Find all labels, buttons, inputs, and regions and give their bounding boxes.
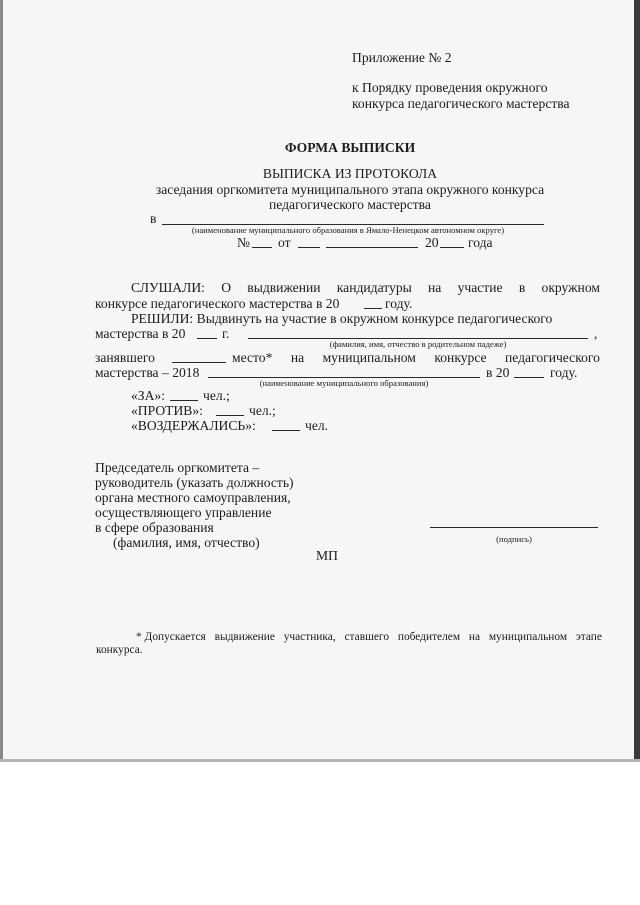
signer-line4: осуществляющего управление (95, 505, 272, 520)
votes-for-blank (170, 400, 198, 401)
scan-edge-bottom (0, 759, 640, 762)
heard-line2-end: году. (385, 296, 413, 311)
decided-line2-start: мастерства в 20 (95, 326, 186, 341)
decided-line2-end: , (594, 326, 598, 341)
form-title: ФОРМА ВЫПИСКИ (284, 140, 416, 155)
place-blank (172, 362, 226, 363)
signer-line1: Председатель оргкомитета – (95, 460, 260, 475)
protocol-from-word: от (278, 235, 291, 250)
signer-line5: в сфере образования (95, 520, 214, 535)
signer-line2: руководитель (указать должность) (95, 475, 294, 490)
extract-title: ВЫПИСКА ИЗ ПРОТОКОЛА (262, 166, 438, 181)
signature-blank (430, 527, 598, 528)
appendix-number: Приложение № 2 (352, 50, 452, 65)
decided-year-suffix: г. (222, 326, 230, 341)
decided-line4-start: мастерства – 2018 (95, 365, 200, 380)
votes-abstain-blank (272, 430, 300, 431)
in-prefix: в (150, 211, 157, 226)
protocol-number-prefix: № (237, 235, 250, 250)
protocol-year-prefix: 20 (425, 235, 439, 250)
votes-against-label: «ПРОТИВ»: (131, 403, 203, 418)
protocol-number-blank (252, 247, 272, 248)
municipality-hint: (наименование муниципального образования в Ямало-Ненецком автономном округе) (191, 225, 505, 235)
signature-hint: (подпись) (496, 534, 532, 544)
votes-against-unit: чел.; (249, 403, 276, 418)
appendix-to-line2: конкурса педагогического мастерства (352, 96, 570, 111)
heard-label: СЛУШАЛИ: (131, 280, 205, 295)
extract-subtitle-line2: педагогического мастерства (269, 197, 431, 212)
decided-year-blank (197, 338, 217, 339)
decided-line4-mid: в 20 (486, 365, 510, 380)
signer-line3: органа местного самоуправления, (95, 490, 291, 505)
appendix-to-line1: к Порядку проведения окружного (352, 80, 548, 95)
signer-name-hint: (фамилия, имя, отчество) (113, 535, 260, 550)
protocol-year-word: года (468, 235, 493, 250)
heard-line1: СЛУШАЛИ: О выдвижении кандидатуры на участие в окружном (131, 280, 600, 295)
footnote-line2: конкурса. (96, 644, 143, 656)
scan-edge-left (0, 0, 3, 762)
protocol-day-blank (298, 247, 320, 248)
protocol-year-blank (440, 247, 464, 248)
votes-for-label: «ЗА»: (131, 388, 165, 403)
decided-label: РЕШИЛИ: (131, 311, 194, 326)
candidate-name-hint: (фамилия, имя, отчество в родительном падеже) (329, 339, 507, 349)
decided-contest-year-blank (514, 377, 544, 378)
decided-line3-rest: место* на муниципальном конкурсе педагогического (232, 350, 600, 365)
votes-abstain-label: «ВОЗДЕРЖАЛИСЬ»: (131, 418, 256, 433)
extract-subtitle-line1: заседания оргкомитета муниципального этапа окружного конкурса (155, 182, 545, 197)
footnote-line1: * Допускается выдвижение участника, ставшего победителем на муниципальном этапе (136, 631, 602, 643)
municipality-name-hint: (наименование муниципального образования) (259, 378, 429, 388)
scan-edge-right (634, 0, 640, 762)
heard-line2-start: конкурсе педагогического мастерства в 20 (95, 296, 340, 311)
decided-line3-word1: занявшего (95, 350, 155, 365)
decided-line1: РЕШИЛИ: Выдвинуть на участие в окружном конкурсе педагогического (131, 311, 553, 326)
votes-against-blank (216, 415, 244, 416)
heard-year-blank (364, 308, 382, 309)
protocol-month-blank (326, 247, 418, 248)
votes-for-unit: чел.; (203, 388, 230, 403)
seal-mark: МП (316, 548, 338, 563)
decided-line4-end: году. (550, 365, 578, 380)
votes-abstain-unit: чел. (305, 418, 329, 433)
